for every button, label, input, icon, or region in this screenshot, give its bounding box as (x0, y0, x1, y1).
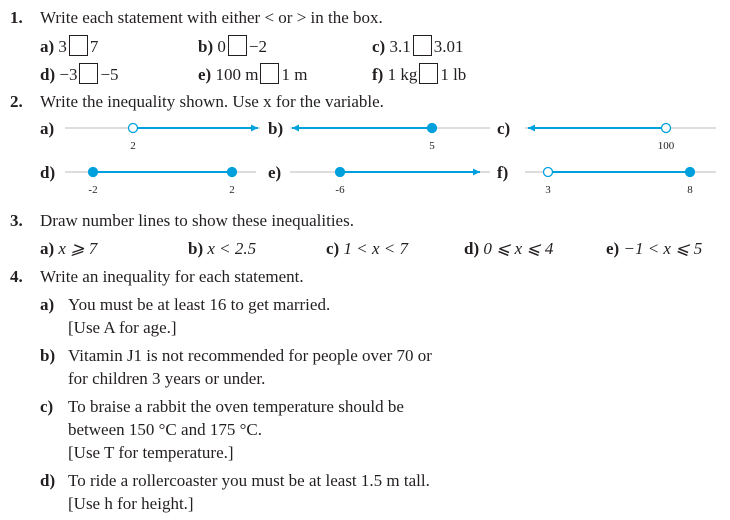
q2-number: 2. (10, 92, 23, 111)
label: b) (198, 37, 214, 56)
q3-item-d (464, 239, 553, 259)
q4d-line: [Use h for height.] (68, 494, 194, 513)
number-line-label: b) (268, 119, 284, 138)
q4c-line: between 150 °C and 175 °C. (68, 420, 262, 439)
right: 3.01 (433, 37, 464, 56)
number-line-tick-label: 100 (657, 140, 675, 152)
left: 3 (58, 37, 67, 56)
closed-circle-icon (336, 168, 345, 177)
number-line-tick-label: 8 (687, 184, 693, 196)
right: −2 (248, 37, 267, 56)
number-line-label: e) (268, 163, 282, 182)
q4d-line: To ride a rollercoaster you must be at least 1.5 m tall. (68, 471, 430, 490)
q3-item-e (606, 239, 702, 259)
right: 1 lb (440, 65, 467, 84)
number-line-tick-label: 3 (545, 184, 551, 196)
q4-number: 4. (10, 267, 23, 286)
inequality: x ⩾ 7 (58, 239, 98, 258)
closed-circle-icon (228, 168, 237, 177)
label: b) (188, 239, 204, 258)
left: 1 kg (387, 65, 418, 84)
q3-number: 3. (10, 211, 23, 230)
q1-number: 1. (10, 8, 23, 27)
label: e) (198, 65, 212, 84)
arrow-right-icon (251, 125, 258, 132)
q4a-label: a) (40, 295, 55, 314)
closed-circle-icon (686, 168, 695, 177)
q3-item-a (40, 239, 97, 259)
right: 1 m (281, 65, 308, 84)
arrow-left-icon (292, 125, 299, 132)
q4b-line: for children 3 years or under. (68, 369, 266, 388)
right: 7 (89, 37, 99, 56)
number-line-label: f) (497, 163, 509, 182)
label: e) (606, 239, 620, 258)
q3-item-c (326, 239, 408, 259)
q2-title: Write the inequality shown. Use x for the variable. (40, 92, 384, 111)
q4b-line: Vitamin J1 is not recommended for people over 70 or (68, 346, 432, 365)
number-line-tick-label: -6 (335, 184, 345, 196)
q4-title: Write an inequality for each statement. (40, 267, 304, 286)
open-circle-icon (662, 124, 671, 133)
label: a) (40, 239, 55, 258)
label: d) (40, 65, 56, 84)
q4c-label: c) (40, 397, 54, 416)
number-line-label: a) (40, 119, 55, 138)
arrow-right-icon (473, 169, 480, 176)
number-line-tick-label: 5 (429, 140, 435, 152)
left: 0 (217, 37, 226, 56)
q4b-label: b) (40, 346, 56, 365)
q4a-line: [Use A for age.] (68, 318, 177, 337)
inequality: 0 ⩽ x ⩽ 4 (483, 239, 554, 258)
inequality: x < 2.5 (207, 239, 257, 258)
left: 100 m (215, 65, 259, 84)
right: −5 (100, 65, 119, 84)
open-circle-icon (544, 168, 553, 177)
number-line-label: c) (497, 119, 511, 138)
inequality: −1 < x ⩽ 5 (623, 239, 703, 258)
q4c-line: To braise a rabbit the oven temperature should be (68, 397, 404, 416)
q4a-line: You must be at least 16 to get married. (68, 295, 331, 314)
label: c) (326, 239, 340, 258)
q3-item-b (188, 239, 256, 259)
left: −3 (59, 65, 78, 84)
label: f) (372, 65, 384, 84)
number-line-label: d) (40, 163, 56, 182)
number-line-tick-label: -2 (88, 184, 98, 196)
label: a) (40, 37, 55, 56)
q4d-label: d) (40, 471, 56, 490)
closed-circle-icon (89, 168, 98, 177)
label: d) (464, 239, 480, 258)
arrow-left-icon (528, 125, 535, 132)
inequality: 1 < x < 7 (343, 239, 408, 258)
q4c-line: [Use T for temperature.] (68, 443, 234, 462)
open-circle-icon (129, 124, 138, 133)
number-line-tick-label: 2 (130, 140, 136, 152)
q3-title: Draw number lines to show these inequalities. (40, 211, 354, 230)
q1-title: Write each statement with either < or > in the box. (40, 8, 383, 27)
number-line-tick-label: 2 (229, 184, 235, 196)
left: 3.1 (389, 37, 411, 56)
label: c) (372, 37, 386, 56)
closed-circle-icon (428, 124, 437, 133)
